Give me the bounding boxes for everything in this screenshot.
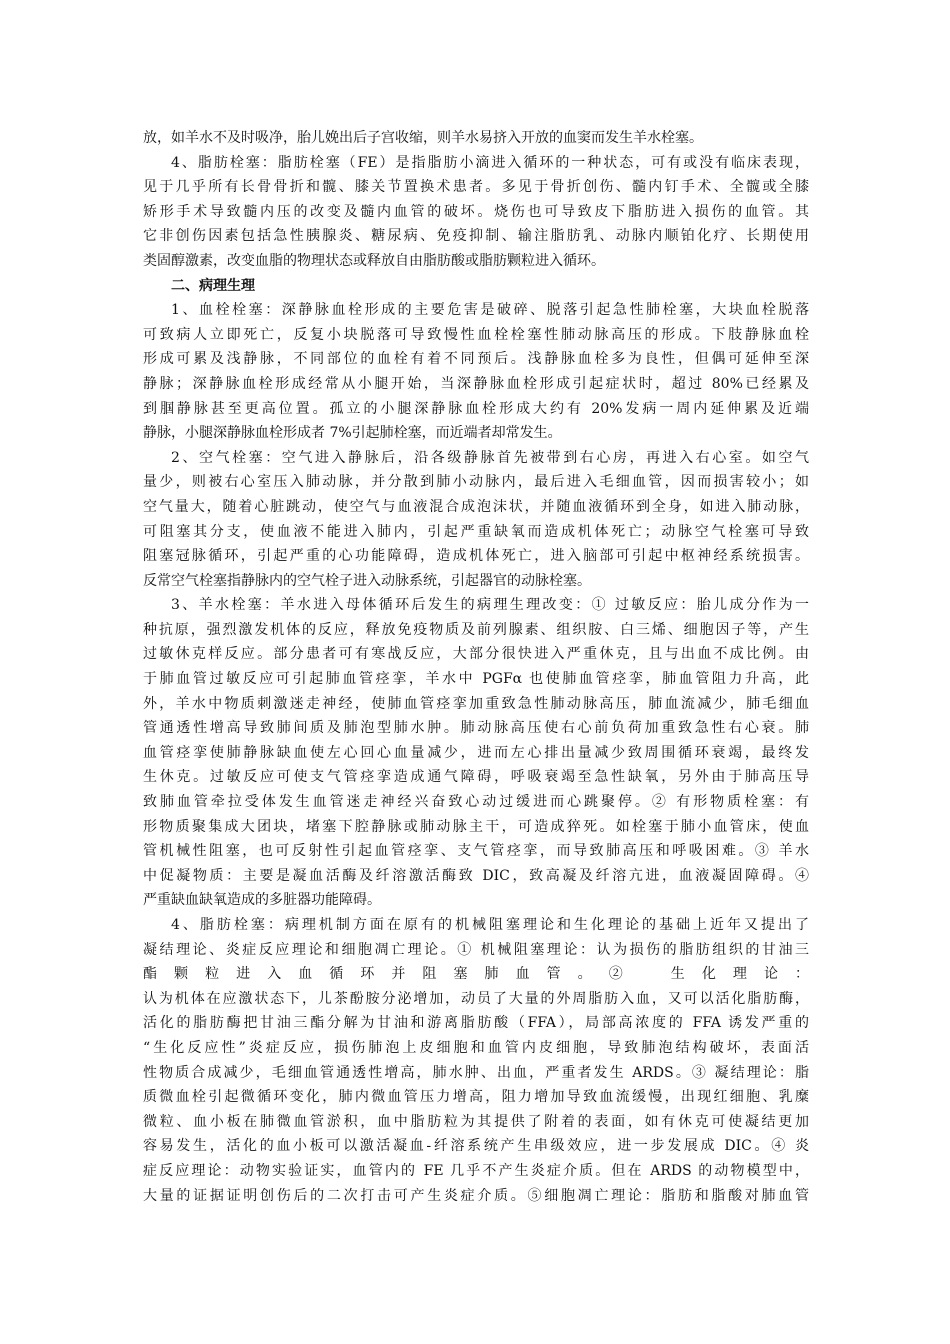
text-line: 血管痉挛使肺静脉缺血使左心回心血量减少，进而左心排出量减少致周围循环衰竭，最终发 (143, 744, 809, 761)
text-line: 生休克。过敏反应可使支气管痉挛造成通气障碍，呼吸衰竭至急性缺氧，另外由于肺高压导 (143, 769, 809, 786)
text-line: 容易发生，活化的血小板可以激活凝血-纤溶系统产生串级效应，进一步发展成 DIC。④ 炎 (143, 1138, 809, 1155)
text-line: 认为机体在应激状态下，儿茶酚胺分泌增加，动员了大量的外周脂肪入血，又可以活化脂肪酶， (143, 990, 809, 1007)
text-line: 严重缺血缺氧造成的多脏器功能障碍。 (143, 892, 381, 909)
text-line: 症反应理论：动物实验证实，血管内的 FE 几乎不产生炎症介质。但在 ARDS 的动物模型中， (143, 1162, 809, 1179)
text-line: 活化的脂肪酶把甘油三酯分解为甘油和游离脂肪酸（FFA），局部高浓度的 FFA 诱发严重的 (143, 1015, 809, 1032)
text-line: 4、脂肪栓塞：脂肪栓塞（FE）是指脂肪小滴进入循环的一种状态，可有或没有临床表现， (171, 154, 809, 171)
text-line: 种抗原，强烈激发机体的反应，释放免疫物质及前列腺素、组织胺、白三烯、细胞因子等，产生 (143, 621, 809, 638)
text-line: 可致病人立即死亡，反复小块脱落可导致慢性血栓栓塞性肺动脉高压的形成。下肢静脉血栓 (143, 326, 809, 343)
text-line: 反常空气栓塞指静脉内的空气栓子进入动脉系统，引起器官的动脉栓塞。 (143, 572, 591, 589)
text-line: 质微血栓引起微循环变化，肺内微血管压力增高，阻力增加导致血流缓慢，出现红细胞、乳糜 (143, 1089, 809, 1106)
text-line: 静脉，小腿深静脉血栓形成者 7%引起肺栓塞，而近端者却常发生。 (143, 425, 562, 442)
text-line: 致肺血管牵拉受体发生血管迷走神经兴奋致心动过缓进而心跳聚停。② 有形物质栓塞：有 (143, 794, 809, 811)
text-line: 形成可累及浅静脉，不同部位的血栓有着不同预后。浅静脉血栓多为良性，但偶可延伸至深 (143, 351, 809, 368)
text-line: 中促凝物质：主要是凝血活酶及纤溶激活酶致 DIC，致高凝及纤溶亢进，血液凝固障碍。④ (143, 867, 809, 884)
text-line: 微粒、血小板在肺微血管淤积，血中脂肪粒为其提供了附着的表面，如有休克可使凝结更加 (143, 1113, 809, 1130)
text-line: 凝结理论、炎症反应理论和细胞凋亡理论。① 机械阻塞理论：认为损伤的脂肪组织的甘油三 (143, 941, 809, 958)
text-line: 性物质合成减少，毛细血管通透性增高，肺水肿、出血，严重者发生 ARDS。③ 凝结理论：脂 (143, 1064, 809, 1081)
text-line: 酯 颗 粒 进 入 血 循 环 并 阻 塞 肺 血 管 。 ② 生 化 理 论 ： (143, 966, 809, 983)
text-line: 放，如羊水不及时吸净，胎儿娩出后子宫收缩，则羊水易挤入开放的血窦而发生羊水栓塞。 (143, 130, 703, 146)
text-line: 阻塞冠脉循环，引起严重的心功能障碍，造成机体死亡，进入脑部可引起中枢神经系统损害。 (143, 548, 809, 565)
text-line: 外，羊水中物质刺激迷走神经，使肺血管痉挛加重致急性肺动脉高压，肺血流减少，肺毛细血 (143, 695, 809, 712)
text-line: 可阻塞其分支，使血液不能进入肺内，引起严重缺氧而造成机体死亡；动脉空气栓塞可导致 (143, 523, 809, 540)
document-page (143, 126, 809, 1208)
text-line: 1、血栓栓塞：深静脉血栓形成的主要危害是破碎、脱落引起急性肺栓塞，大块血栓脱落 (171, 302, 809, 319)
text-line: 4、脂肪栓塞：病理机制方面在原有的机械阻塞理论和生化理论的基础上近年又提出了 (171, 917, 809, 933)
text-line: 管机械性阻塞，也可反射性引起血管痉挛、支气管痉挛，而导致肺高压和呼吸困难。③ 羊水 (143, 843, 809, 860)
text-line: “生化反应性”炎症反应，损伤肺泡上皮细胞和血管内皮细胞，导致肺泡结构破坏，表面活 (143, 1039, 809, 1056)
text-line: 2、空气栓塞：空气进入静脉后，沿各级静脉首先被带到右心房，再进入右心室。如空气 (171, 449, 809, 466)
section-heading: 二、病理生理 (171, 277, 255, 294)
text-line: 空气量大，随着心脏跳动，使空气与血液混合成泡沫状，并随血液循环到全身，如进入肺动脉， (143, 498, 809, 515)
text-line: 大量的证据证明创伤后的二次打击可产生炎症介质。⑤细胞凋亡理论：脂肪和脂酸对肺血管 (143, 1187, 809, 1204)
text-line: 它非创伤因素包括急性胰腺炎、糖尿病、免疫抑制、输注脂肪乳、动脉内顺铂化疗、长期使用 (143, 228, 809, 245)
text-line: 见于几乎所有长骨骨折和髋、膝关节置换术患者。多见于骨折创伤、髓内钉手术、全髋或全膝 (143, 179, 809, 196)
text-line: 管通透性增高导致肺间质及肺泡型肺水肿。肺动脉高压使右心前负荷加重致急性右心衰。肺 (143, 720, 809, 737)
text-line: 于肺血管过敏反应可引起肺血管痉挛，羊水中 PGFα 也使肺血管痉挛，肺血管阻力升高，此 (143, 671, 809, 688)
text-line: 量少，则被右心室压入肺动脉，并分散到肺小动脉内，最后进入毛细血管，因而损害较小；如 (143, 474, 809, 491)
text-line: 过敏休克样反应。部分患者可有寒战反应，大部分很快进入严重休克，且与出血不成比例。由 (143, 646, 809, 663)
text-line: 矫形手术导致髓内压的改变及髓内血管的破坏。烧伤也可导致皮下脂肪进入损伤的血管。其 (143, 203, 809, 220)
text-line: 3、羊水栓塞：羊水进入母体循环后发生的病理生理改变：① 过敏反应：胎儿成分作为一 (171, 597, 809, 614)
text-line: 形物质聚集成大团块，堵塞下腔静脉或肺动脉主干，可造成猝死。如栓塞于肺小血管床，使血 (143, 818, 809, 835)
text-line: 类固醇激素，改变血脂的物理状态或释放自由脂肪酸或脂肪颗粒进入循环。 (143, 252, 605, 269)
text-line: 到腘静脉甚至更高位置。孤立的小腿深静脉血栓形成大约有 20%发病一周内延伸累及近端 (143, 400, 809, 417)
text-line: 静脉；深静脉血栓形成经常从小腿开始，当深静脉血栓形成引起症状时，超过 80%已经累及 (143, 375, 809, 392)
